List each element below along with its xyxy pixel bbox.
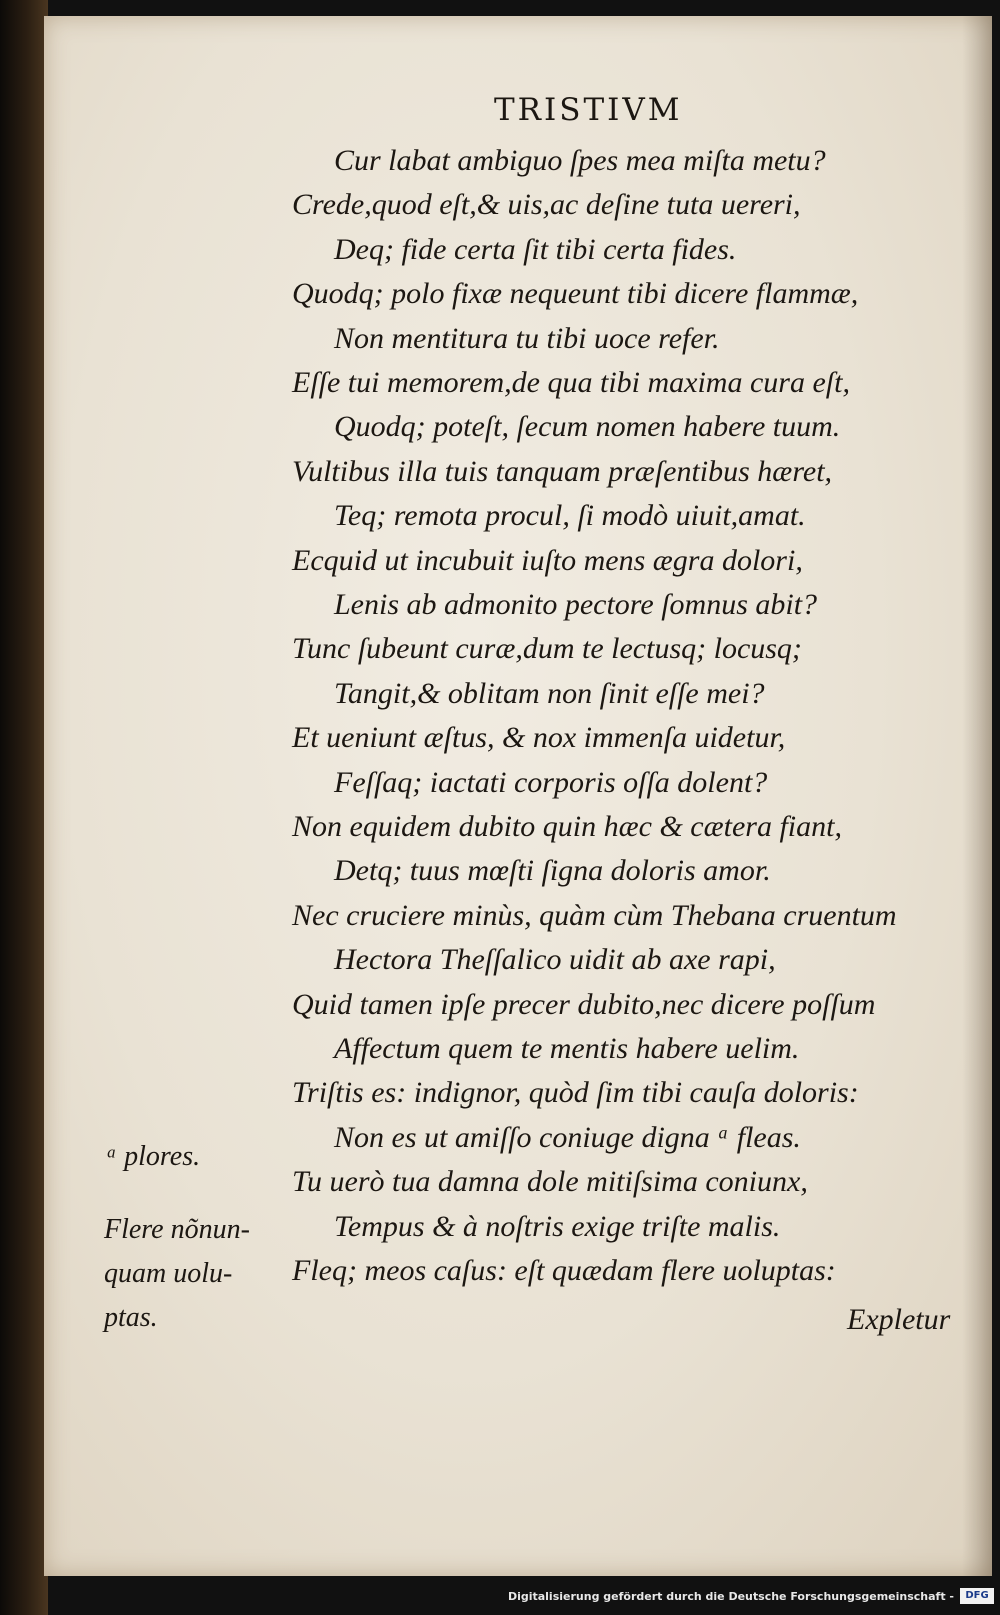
verse-block — [44, 16, 992, 1576]
verse-line: Quodq; poteſt, ſecum nomen habere tuum. — [334, 410, 841, 444]
verse-line: Eſſe tui memorem,de qua tibi maxima cura eſt, — [292, 366, 850, 399]
verse-line: Et ueniunt æſtus, & nox immenſa uidetur, — [292, 721, 786, 755]
verse-line: Tempus & à noſtris exige triſte malis. — [334, 1209, 781, 1243]
verse-line: Tunc ſubeunt curæ,dum te lectusq; locusq; — [292, 632, 802, 666]
verse-line: Nec cruciere minùs, quàm cùm Thebana cruentum — [292, 898, 897, 932]
verse-line: Lenis ab admonito pectore ſomnus abit? — [334, 588, 818, 621]
verse-line: Detq; tuus mœſti ſigna doloris amor. — [334, 854, 771, 888]
verse-line: Feſſaq; iactati corporis oſſa dolent? — [334, 765, 768, 799]
verse-line: Triſtis es: indignor, quòd ſim tibi cauſa doloris: — [292, 1076, 859, 1110]
verse-line: Quodq; polo fixæ nequeunt tibi dicere flammæ, — [292, 277, 859, 311]
margin-note: ptas. — [104, 1302, 158, 1333]
dfg-logo-icon: DFG — [960, 1588, 994, 1604]
digitization-credit: Digitalisierung gefördert durch die Deutsche Forschungsgemeinschaft - — [507, 1590, 954, 1603]
catchword: Expletur — [847, 1303, 951, 1336]
verse-line: Deq; fide certa ſit tibi certa fides. — [334, 232, 737, 266]
margin-note: Flere nõnun- — [104, 1214, 250, 1245]
verse-line: Affectum quem te mentis habere uelim. — [334, 1032, 800, 1065]
margin-note: ᵃ plores. — [106, 1141, 201, 1172]
verse-line: Crede,quod eſt,& uis,ac deſine tuta uereri, — [292, 188, 801, 222]
verse-line: Tu uerò tua damna dole mitiſsima coniunx, — [292, 1165, 808, 1199]
margin-note: quam uolu- — [104, 1258, 233, 1289]
verse-line: Non equidem dubito quin hæc & cætera fiant, — [292, 810, 842, 843]
book-page — [44, 16, 992, 1576]
verse-line: Fleq; meos caſus: eſt quædam flere uoluptas: — [292, 1254, 836, 1287]
verse-line: Teq; remota procul, ſi modò uiuit,amat. — [334, 499, 806, 533]
verse-line: Tangit,& oblitam non ſinit eſſe mei? — [334, 676, 765, 710]
verse-line: Non es ut amiſſo coniuge digna ᵃ fleas. — [334, 1120, 801, 1154]
verse-line: Ecquid ut incubuit iuſto mens ægra dolori, — [292, 543, 803, 577]
verse-line: Non mentitura tu tibi uoce refer. — [334, 321, 720, 355]
running-header: TRISTIVM — [494, 92, 683, 128]
verse-line: Quid tamen ipſe precer dubito,nec dicere poſſum — [292, 987, 876, 1021]
verse-line: Hectora Theſſalico uidit ab axe rapi, — [334, 943, 776, 977]
book-spine — [0, 0, 48, 1615]
verse-line: Cur labat ambiguo ſpes mea miſta metu? — [334, 144, 826, 177]
verse-line: Vultibus illa tuis tanquam præſentibus hæret, — [292, 454, 833, 488]
